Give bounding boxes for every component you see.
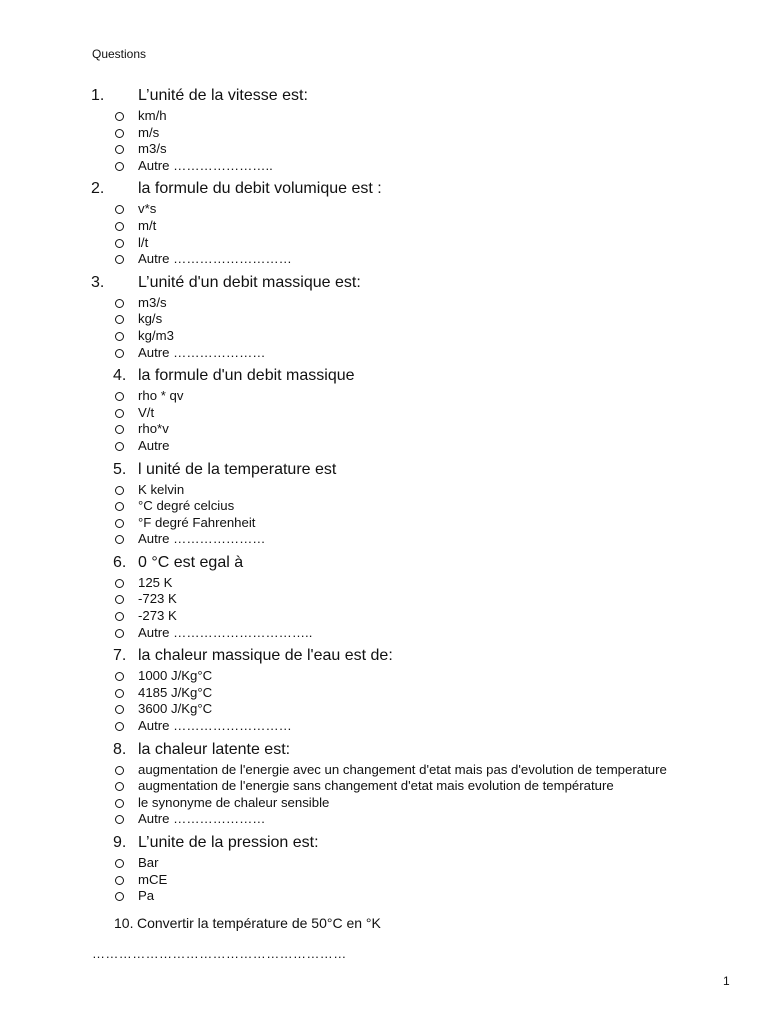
option-item: Autre ………………… [0, 345, 768, 362]
option-item: K kelvin [0, 482, 768, 499]
option-item: m3/s [0, 295, 768, 312]
option-item: Pa [0, 888, 768, 905]
circle-bullet-icon [115, 876, 124, 885]
question-number: 3. [91, 273, 105, 291]
question-text: l unité de la temperature est [138, 460, 337, 478]
circle-bullet-icon [115, 162, 124, 171]
circle-bullet-icon [115, 766, 124, 775]
question-5 [0, 459, 768, 548]
question-number: 10. [114, 914, 134, 931]
option-item: kg/m3 [0, 328, 768, 345]
circle-bullet-icon [115, 239, 124, 248]
option-item: m/t [0, 218, 768, 235]
question-9 [0, 832, 768, 905]
circle-bullet-icon [115, 442, 124, 451]
option-item: le synonyme de chaleur sensible [0, 795, 768, 812]
question-text: Convertir la température de 50°C en °K [137, 914, 381, 931]
question-text: la formule d'un debit massique [138, 367, 355, 385]
question-7 [0, 645, 768, 734]
question-8 [0, 739, 768, 828]
circle-bullet-icon [115, 595, 124, 604]
option-item: m/s [0, 125, 768, 142]
question-text: L’unite de la pression est: [138, 834, 319, 851]
circle-bullet-icon [115, 519, 124, 528]
circle-bullet-icon [115, 579, 124, 588]
option-item: Autre ………………… [0, 811, 768, 828]
option-item: kg/s [0, 311, 768, 328]
answer-dotted-line: ………………………………………………… [92, 946, 347, 961]
option-item: v*s [0, 201, 768, 218]
circle-bullet-icon [115, 332, 124, 341]
option-item: km/h [0, 108, 768, 125]
question-text: la chaleur massique de l'eau est de: [138, 647, 393, 665]
page-heading: Questions [92, 47, 147, 61]
option-item: 1000 J/Kg°C [0, 668, 768, 685]
circle-bullet-icon [115, 782, 124, 791]
option-item: augmentation de l'energie sans changement d'etat mais evolution de température [0, 778, 768, 795]
option-item: -723 K [0, 591, 768, 608]
question-1 [0, 85, 768, 174]
circle-bullet-icon [115, 205, 124, 214]
question-number: 1. [91, 87, 105, 104]
circle-bullet-icon [115, 486, 124, 495]
circle-bullet-icon [115, 425, 124, 434]
option-item: °F degré Fahrenheit [0, 515, 768, 532]
circle-bullet-icon [115, 409, 124, 418]
question-number: 5. [113, 460, 127, 478]
option-item: m3/s [0, 141, 768, 158]
circle-bullet-icon [115, 722, 124, 731]
question-text: L’unité d'un debit massique est: [138, 273, 361, 291]
circle-bullet-icon [115, 629, 124, 638]
question-text: la chaleur latente est: [138, 740, 291, 758]
circle-bullet-icon [115, 535, 124, 544]
question-4 [0, 365, 768, 454]
option-item: Autre [0, 438, 768, 455]
option-item: Bar [0, 855, 768, 872]
circle-bullet-icon [115, 859, 124, 868]
question-text: 0 °C est egal à [138, 553, 244, 571]
circle-bullet-icon [115, 705, 124, 714]
option-item: rho * qv [0, 388, 768, 405]
circle-bullet-icon [115, 299, 124, 308]
question-number: 8. [113, 740, 127, 758]
option-item: mCE [0, 872, 768, 889]
circle-bullet-icon [115, 502, 124, 511]
option-item: augmentation de l'energie avec un changement d'etat mais pas d'evolution de temperature [0, 762, 768, 779]
option-item: Autre ……………………… [0, 718, 768, 735]
option-item: l/t [0, 235, 768, 252]
question-number: 6. [113, 553, 127, 571]
option-item: Autre ………………… [0, 531, 768, 548]
circle-bullet-icon [115, 392, 124, 401]
circle-bullet-icon [115, 255, 124, 264]
question-3 [0, 272, 768, 361]
circle-bullet-icon [115, 222, 124, 231]
question-number: 2. [91, 180, 105, 198]
circle-bullet-icon [115, 892, 124, 901]
circle-bullet-icon [115, 689, 124, 698]
question-number: 7. [113, 647, 127, 665]
circle-bullet-icon [115, 145, 124, 154]
question-number: 9. [113, 834, 127, 851]
option-item: 3600 J/Kg°C [0, 701, 768, 718]
circle-bullet-icon [115, 315, 124, 324]
page-number: 1 [723, 974, 730, 988]
option-item: 4185 J/Kg°C [0, 685, 768, 702]
question-number: 4. [113, 367, 127, 385]
option-item: rho*v [0, 421, 768, 438]
circle-bullet-icon [115, 672, 124, 681]
question-text: L’unité de la vitesse est: [138, 87, 308, 104]
question-list [0, 85, 768, 935]
option-item: Autre ………………………….. [0, 625, 768, 642]
circle-bullet-icon [115, 815, 124, 824]
option-item: -273 K [0, 608, 768, 625]
option-item: Autre ………………….. [0, 158, 768, 175]
option-item: V/t [0, 405, 768, 422]
question-6 [0, 552, 768, 641]
question-10 [0, 913, 768, 935]
circle-bullet-icon [115, 799, 124, 808]
circle-bullet-icon [115, 129, 124, 138]
circle-bullet-icon [115, 349, 124, 358]
option-item: °C degré celcius [0, 498, 768, 515]
circle-bullet-icon [115, 112, 124, 121]
question-text: la formule du debit volumique est : [138, 180, 382, 198]
option-item: Autre ……………………… [0, 251, 768, 268]
circle-bullet-icon [115, 612, 124, 621]
option-item: 125 K [0, 575, 768, 592]
question-2 [0, 178, 768, 267]
